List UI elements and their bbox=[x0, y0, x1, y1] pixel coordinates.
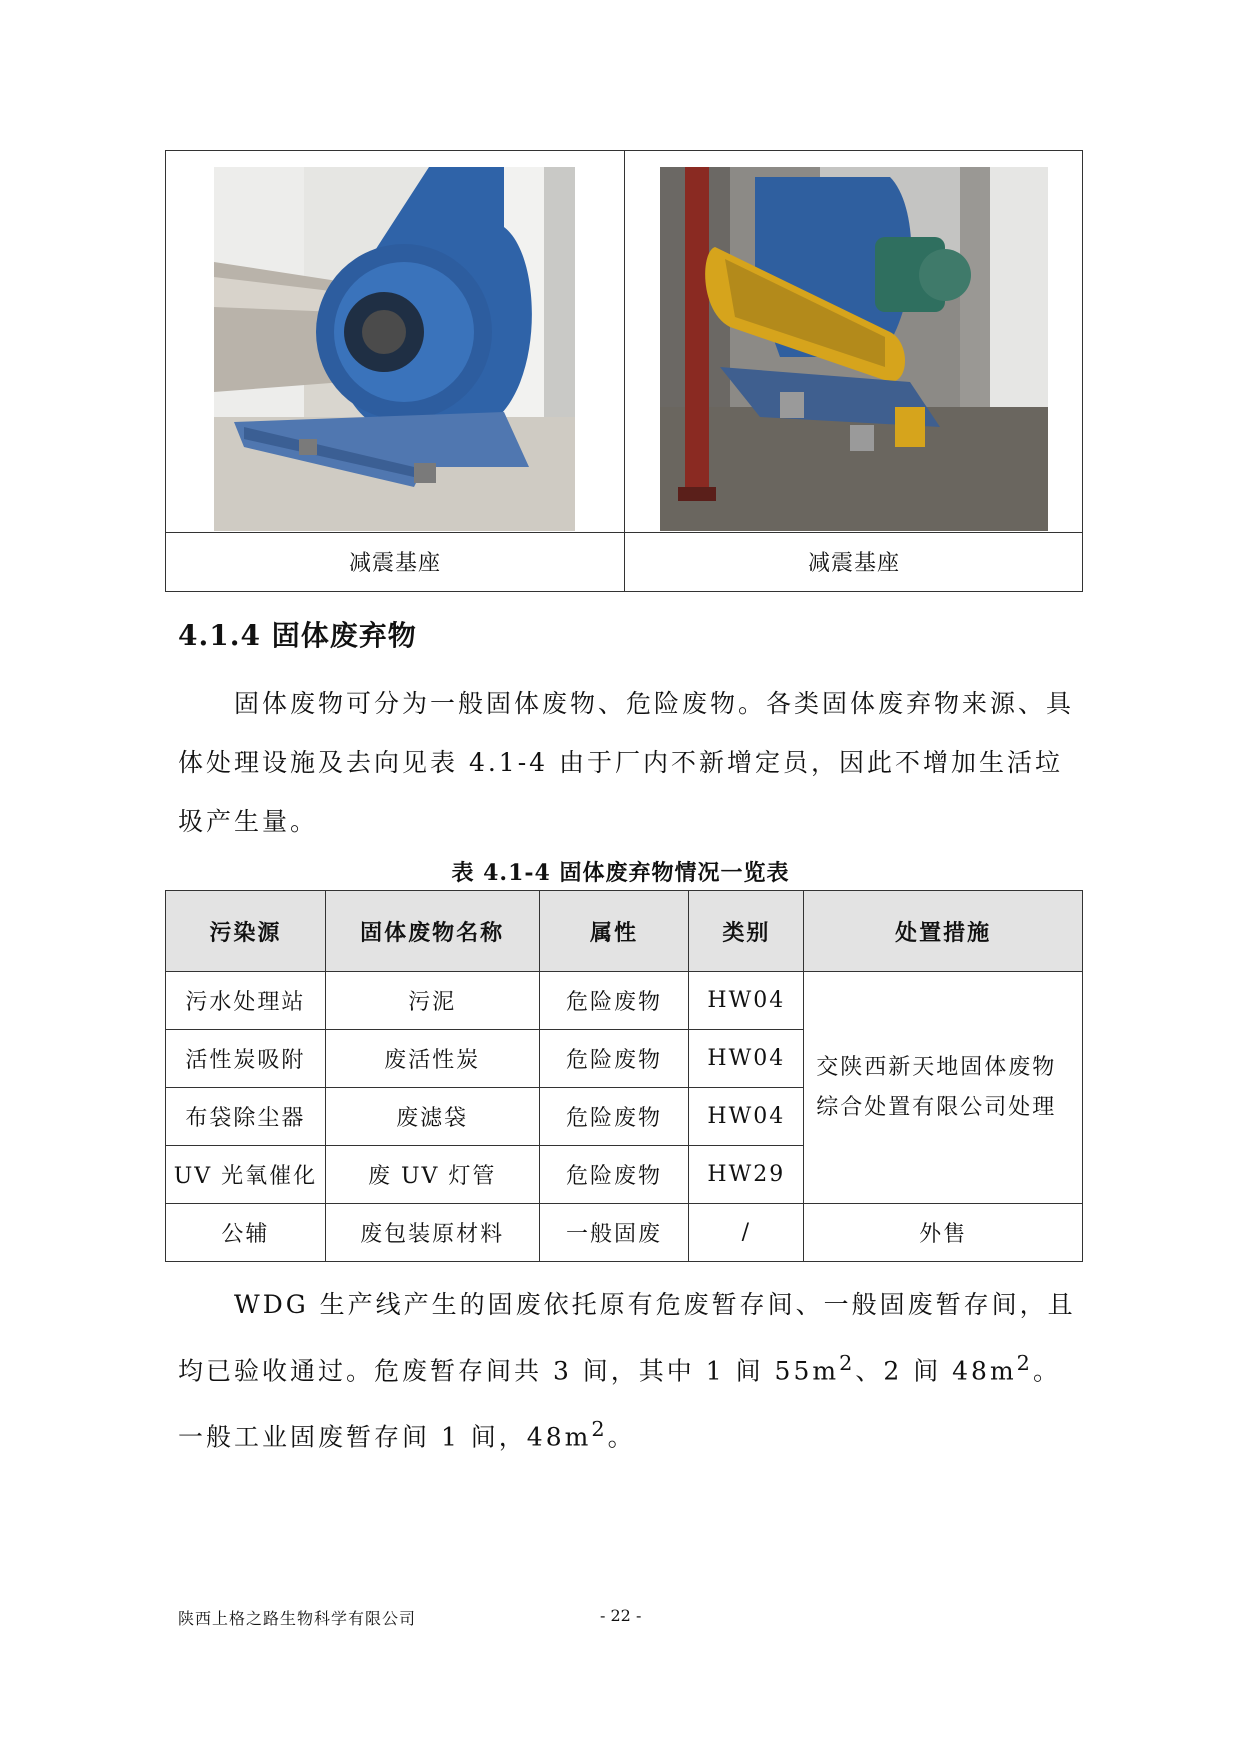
page-number: - 22 - bbox=[600, 1606, 642, 1625]
cell-source: 布袋除尘器 bbox=[166, 1088, 326, 1146]
solid-waste-table bbox=[165, 890, 1083, 1262]
cell-disposal-merged: 交陕西新天地固体废物综合处置有限公司处理 bbox=[804, 972, 1083, 1204]
cell-source: UV 光氧催化 bbox=[166, 1146, 326, 1204]
footer-company: 陕西上格之路生物科学有限公司 bbox=[178, 1609, 417, 1628]
cell-attribute: 危险废物 bbox=[539, 1146, 689, 1204]
section-heading: 4.1.4 固体废弃物 bbox=[178, 619, 417, 652]
paragraph-2-part2: 、2 间 48m bbox=[855, 1356, 1017, 1386]
paragraph-2-part4: 。 bbox=[607, 1422, 636, 1452]
cell-waste-name: 污泥 bbox=[325, 972, 539, 1030]
paragraph-2-part3: 。一般工业固废暂存间 1 间，48m bbox=[178, 1356, 1061, 1452]
cell-attribute: 危险废物 bbox=[539, 1088, 689, 1146]
paragraph-1-text: 固体废物可分为一般固体废物、危险废物。各类固体废弃物来源、具体处理设施及去向见表 4.1-4 由于厂内不新增定员，因此不增加生活垃圾产生量。 bbox=[178, 689, 1075, 836]
cell-attribute: 危险废物 bbox=[539, 1030, 689, 1088]
photo-caption-1: 减震基座 bbox=[348, 551, 441, 576]
cell-source: 污水处理站 bbox=[166, 972, 326, 1030]
cell-source: 活性炭吸附 bbox=[166, 1030, 326, 1088]
photo-table-divider bbox=[624, 151, 625, 591]
paragraph-storage bbox=[178, 1275, 1078, 1467]
paragraph-solid-waste-intro bbox=[178, 674, 1078, 851]
paragraph-2-part1: WDG 生产线产生的固废依托原有危废暂存间、一般固废暂存间，且均已验收通过。危废暂存间共 3 间，其中 1 间 55m bbox=[178, 1290, 1076, 1386]
cell-attribute: 一般固废 bbox=[539, 1204, 689, 1262]
table-header-row bbox=[166, 891, 1083, 972]
table-row bbox=[166, 972, 1083, 1030]
superscript: 2 bbox=[839, 1351, 856, 1375]
photo-caption-2: 减震基座 bbox=[807, 551, 900, 576]
cell-category: / bbox=[689, 1204, 804, 1262]
cell-waste-name: 废 UV 灯管 bbox=[325, 1146, 539, 1204]
superscript: 2 bbox=[591, 1417, 608, 1442]
cell-waste-name: 废包装原材料 bbox=[325, 1204, 539, 1262]
table-title: 表 4.1-4 固体废弃物情况一览表 bbox=[451, 860, 790, 886]
header-waste-name: 固体废物名称 bbox=[325, 891, 539, 972]
blower-photo-1 bbox=[214, 167, 575, 531]
header-source: 污染源 bbox=[166, 891, 326, 972]
photo-table-row-divider bbox=[166, 532, 1082, 533]
cell-category: HW04 bbox=[689, 1030, 804, 1088]
header-disposal: 处置措施 bbox=[804, 891, 1083, 972]
table-row bbox=[166, 1204, 1083, 1262]
superscript: 2 bbox=[1016, 1351, 1033, 1375]
cell-waste-name: 废滤袋 bbox=[325, 1088, 539, 1146]
header-category: 类别 bbox=[689, 891, 804, 972]
cell-disposal: 外售 bbox=[804, 1204, 1083, 1262]
cell-source: 公辅 bbox=[166, 1204, 326, 1262]
cell-category: HW04 bbox=[689, 1088, 804, 1146]
cell-category: HW29 bbox=[689, 1146, 804, 1204]
cell-category: HW04 bbox=[689, 972, 804, 1030]
header-attribute: 属性 bbox=[539, 891, 689, 972]
cell-attribute: 危险废物 bbox=[539, 972, 689, 1030]
cell-waste-name: 废活性炭 bbox=[325, 1030, 539, 1088]
photo-table bbox=[165, 150, 1083, 592]
blower-photo-2 bbox=[660, 167, 1048, 531]
